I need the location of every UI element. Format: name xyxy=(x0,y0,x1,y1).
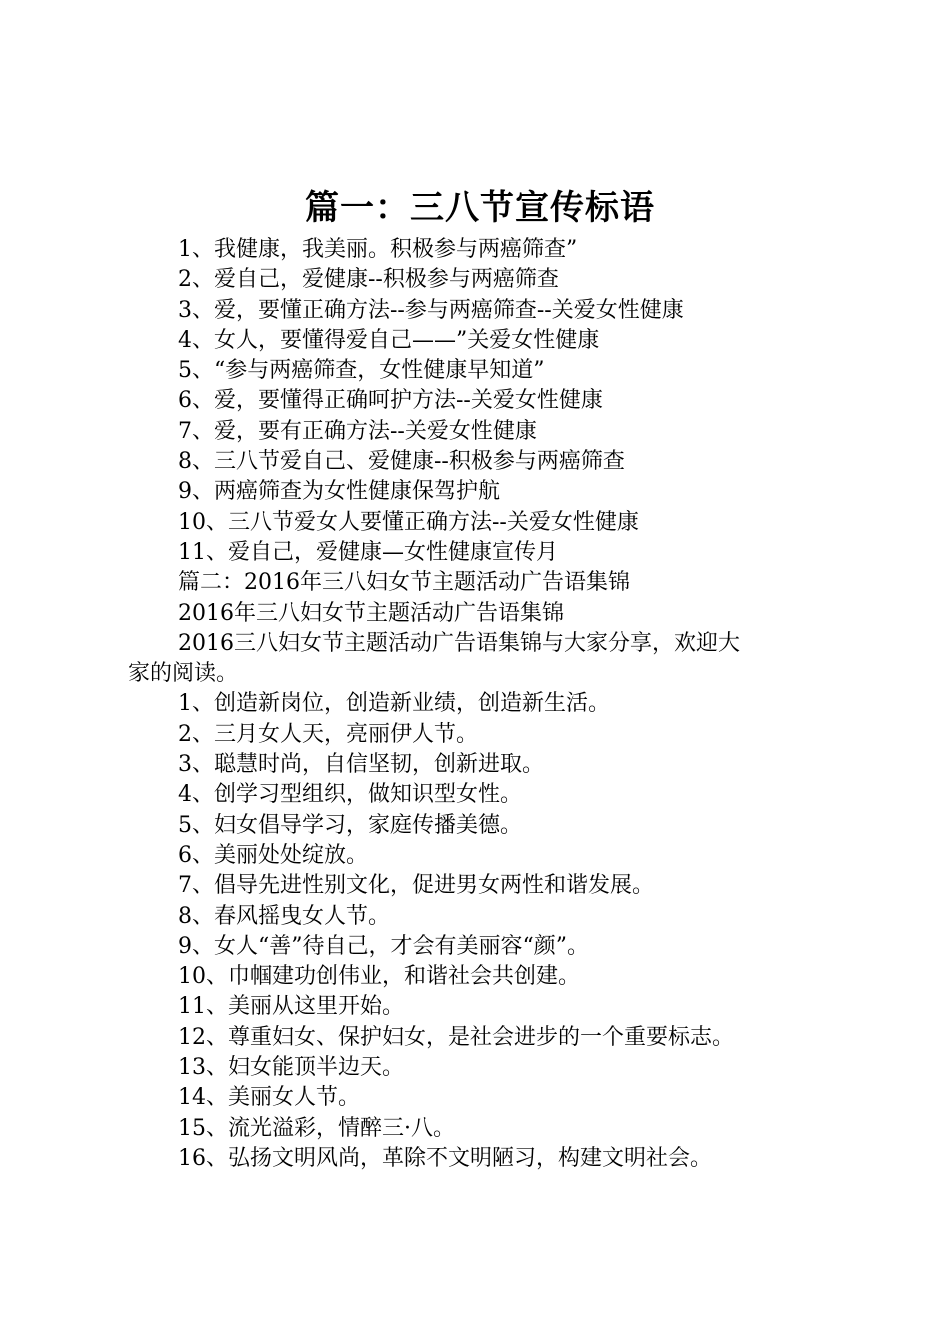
intro-paragraph-continuation: 家的阅读。 xyxy=(128,661,239,687)
slogan-line: 8、春风摇曳女人节。 xyxy=(178,903,390,929)
slogan-line: 8、三八节爱自己、爱健康--积极参与两癌筛查 xyxy=(178,449,625,475)
slogan-line: 1、我健康，我美丽。积极参与两癌筛查” xyxy=(178,237,578,262)
document-title: 篇一：三八节宣传标语 xyxy=(305,188,655,228)
slogan-line: 16、弘扬文明风尚，革除不文明陋习，构建文明社会。 xyxy=(178,1145,712,1171)
slogan-line: 9、女人“善”待自己，才会有美丽容“颜”。 xyxy=(178,933,589,959)
slogan-line: 11、美丽从这里开始。 xyxy=(178,994,404,1020)
slogan-line: 5、“参与两癌筛查，女性健康早知道” xyxy=(178,358,545,384)
intro-paragraph-line: 2016三八妇女节主题活动广告语集锦与大家分享，欢迎大 xyxy=(178,630,740,656)
slogan-line: 3、爱，要懂正确方法--参与两癌筛查--关爱女性健康 xyxy=(178,297,684,323)
slogan-line: 14、美丽女人节。 xyxy=(178,1085,360,1111)
slogan-line: 9、两癌筛查为女性健康保驾护航 xyxy=(178,479,500,505)
slogan-line: 5、妇女倡导学习，家庭传播美德。 xyxy=(178,812,522,838)
slogan-line: 2、爱自己，爱健康--积极参与两癌筛查 xyxy=(178,267,559,293)
slogan-line: 7、爱，要有正确方法--关爱女性健康 xyxy=(178,418,537,444)
slogan-line: 1、创造新岗位，创造新业绩，创造新生活。 xyxy=(178,691,610,717)
slogan-line: 13、妇女能顶半边天。 xyxy=(178,1055,404,1081)
slogan-line: 7、倡导先进性别文化，促进男女两性和谐发展。 xyxy=(178,873,654,899)
slogan-line: 4、创学习型组织，做知识型女性。 xyxy=(178,782,522,808)
section-subtitle: 2016年三八妇女节主题活动广告语集锦 xyxy=(178,600,564,626)
slogan-line: 3、聪慧时尚，自信坚韧，创新进取。 xyxy=(178,752,544,778)
slogan-line: 2、三月女人天，亮丽伊人节。 xyxy=(178,721,478,747)
section-heading: 篇二：2016年三八妇女节主题活动广告语集锦 xyxy=(178,570,630,596)
slogan-line: 10、三八节爱女人要懂正确方法--关爱女性健康 xyxy=(178,509,639,535)
document-body xyxy=(128,235,838,1174)
slogan-line: 12、尊重妇女、保护妇女，是社会进步的一个重要标志。 xyxy=(178,1024,734,1050)
slogan-line: 6、美丽处处绽放。 xyxy=(178,842,368,868)
slogan-line: 6、爱，要懂得正确呵护方法--关爱女性健康 xyxy=(178,388,603,414)
slogan-line: 10、巾帼建功创伟业，和谐社会共创建。 xyxy=(178,964,580,990)
slogan-line: 4、女人，要懂得爱自己——”关爱女性健康 xyxy=(178,327,600,353)
slogan-line: 11、爱自己，爱健康—女性健康宣传月 xyxy=(178,539,558,565)
slogan-line: 15、流光溢彩，情醉三·八。 xyxy=(178,1115,455,1141)
